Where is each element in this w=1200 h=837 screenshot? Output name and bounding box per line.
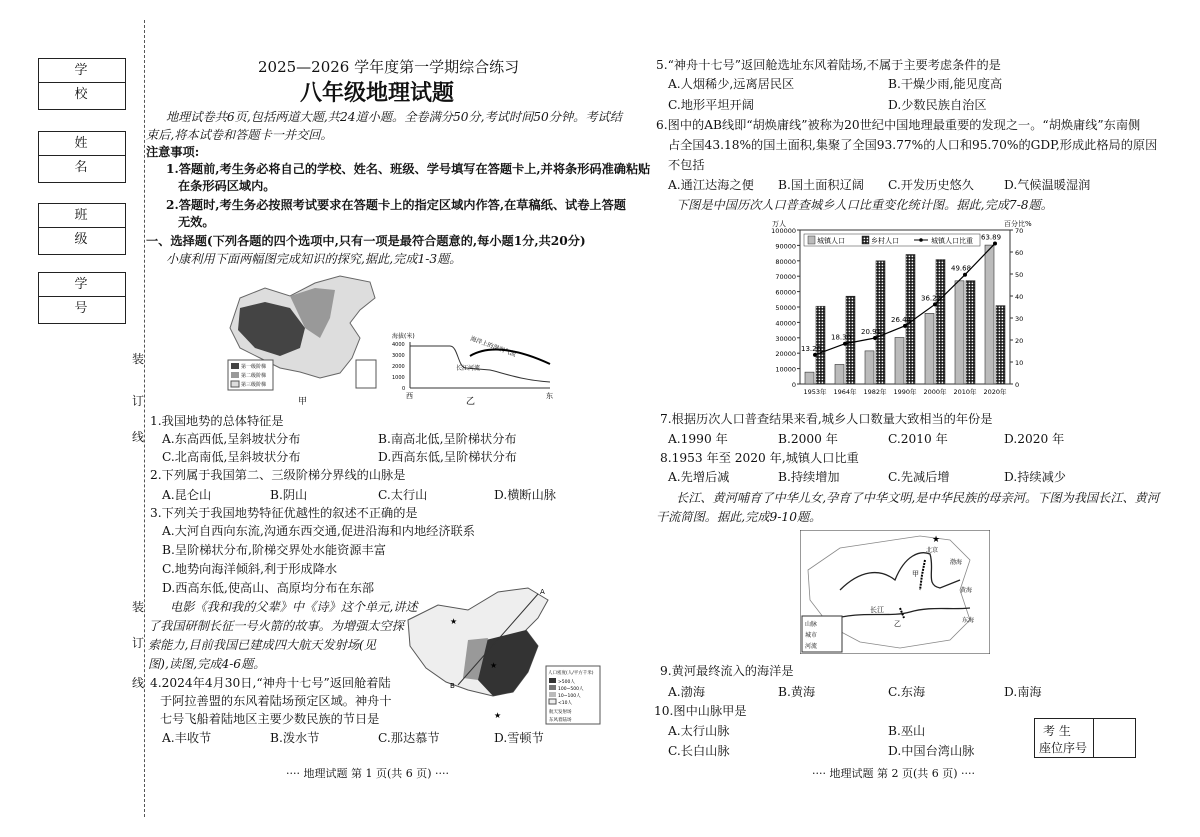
q4-stem: 七号飞船着陆地区主要少数民族的节日是 (160, 712, 380, 726)
q4-option-c[interactable]: C.那达慕节 (378, 731, 440, 745)
rural-bar (966, 281, 975, 384)
rural-bar (936, 260, 945, 384)
y2-tick-label: 50 (1015, 271, 1024, 279)
q10-option-a[interactable]: A.太行山脉 (668, 724, 730, 738)
page-title: 八年级地理试题 (300, 81, 455, 106)
svg-text:甲: 甲 (912, 570, 919, 578)
q6-option-d[interactable]: D.气候温暖湿润 (1004, 178, 1091, 192)
svg-text:0: 0 (402, 386, 406, 392)
q9-option-d[interactable]: D.南海 (1004, 685, 1042, 699)
svg-text:人口密度(人/平方千米): 人口密度(人/平方千米) (548, 671, 594, 676)
number-label: 学 号 (39, 273, 125, 297)
y2-tick-label: 70 (1015, 227, 1024, 235)
category-label: 2010年 (953, 388, 977, 396)
svg-text:山脉: 山脉 (805, 621, 818, 628)
rural-bar (876, 261, 885, 384)
q2-option-a[interactable]: A.昆仑山 (162, 488, 212, 502)
legend-step2: 第二级阶梯 (241, 373, 267, 379)
q4-option-b[interactable]: B.泼水节 (270, 731, 320, 745)
q8-option-c[interactable]: C.先减后增 (888, 470, 950, 484)
q4-stem: 于阿拉善盟的东风着陆场预定区域。神舟十 (160, 694, 392, 708)
binding-char: 装 (131, 600, 144, 614)
y2-tick-label: 20 (1015, 337, 1024, 345)
svg-text:10~100人: 10~100人 (558, 694, 581, 699)
svg-text:4000: 4000 (392, 342, 405, 348)
q2-stem: 2.下列属于我国第二、三级阶梯分界线的山脉是 (150, 468, 406, 482)
intro-q7-8: 下图是中国历次人口普查城乡人口比重变化统计图。据此,完成7-8题。 (676, 198, 1053, 212)
class-field[interactable] (38, 203, 126, 255)
ratio-point (813, 353, 817, 357)
binding-char: 线 (131, 676, 144, 690)
y-tick-label: 70000 (775, 273, 796, 282)
q6-stem: 不包括 (668, 158, 705, 172)
category-label: 2000年 (923, 388, 947, 396)
ratio-point (843, 342, 847, 346)
notice-item: 1.答题前,考生务必将自己的学校、姓名、班级、学号填写在答题卡上,并将条形码准确粘贴 (166, 162, 651, 176)
ratio-point (993, 241, 997, 245)
svg-text:渤海: 渤海 (950, 559, 963, 566)
urban-bar (925, 313, 934, 384)
legend-rural-swatch (862, 236, 869, 244)
binding-char: 线 (131, 430, 144, 444)
q8-stem: 8.1953 年至 2020 年,城镇人口比重 (660, 451, 859, 465)
q3-option-a[interactable]: A.大河自西向东流,沟通东西交通,促进沿海和内地经济联系 (162, 524, 475, 538)
intro-q9-10: 干流简图。据此,完成9-10题。 (656, 510, 822, 524)
q6-stem: 6.图中的AB线即“胡焕庸线”被称为20世纪中国地理最重要的发现之一。“胡焕庸线”东南侧 (656, 118, 1141, 132)
section-title: 一、选择题(下列各题的四个选项中,只有一项是最符合题意的,每小题1分,共20分) (146, 234, 586, 248)
urban-bar (985, 245, 994, 384)
q7-option-b[interactable]: B.2000 年 (778, 432, 838, 446)
svg-text:<10人: <10人 (558, 701, 572, 706)
line-label-a: A (540, 588, 545, 596)
ratio-label: 18.30 (831, 333, 852, 342)
line-label-b: B (450, 682, 455, 690)
category-label: 1982年 (863, 388, 887, 396)
svg-text:东: 东 (546, 392, 553, 400)
label-yi: 乙 (466, 397, 476, 407)
profile-ylabel: 海拔(米) (392, 333, 415, 340)
intro-q4-6: 电影《我和我的父辈》中《诗》这个单元,讲述 (170, 600, 418, 614)
seat-number-box[interactable] (1034, 718, 1136, 758)
q4-option-a[interactable]: A.丰收节 (162, 731, 212, 745)
rocket-site-icon: ★ (450, 617, 458, 626)
intro-q4-6: 了我国研制长征一号火箭的故事。为增强太空探 (148, 619, 404, 633)
svg-text:北京: 北京 (926, 547, 939, 554)
category-label: 1990年 (893, 388, 917, 396)
svg-text:100~500人: 100~500人 (558, 687, 584, 692)
population-chart (752, 216, 1042, 406)
number-field[interactable] (38, 272, 126, 324)
q9-option-a[interactable]: A.渤海 (668, 685, 706, 699)
q10-option-b[interactable]: B.巫山 (888, 724, 926, 738)
name-field[interactable] (38, 131, 126, 183)
y2-tick-label: 10 (1015, 359, 1024, 367)
q1-option-c[interactable]: C.北高南低,呈斜坡状分布 (162, 450, 301, 464)
ratio-label: 49.68 (951, 264, 972, 273)
urban-bar (955, 281, 964, 384)
legend-step1: 第一级阶梯 (241, 364, 267, 370)
y2-tick-label: 30 (1015, 315, 1024, 323)
svg-text:长江: 长江 (870, 606, 884, 614)
intro-q4-6: 图),读图,完成4-6题。 (148, 657, 266, 671)
seat-label: 考 生 (1043, 724, 1071, 738)
y-tick-label: 50000 (775, 304, 796, 312)
intro-q4-6: 索能力,目前我国已建成四大航天发射场(见 (148, 638, 377, 652)
y2-tick-label: 60 (1015, 249, 1024, 257)
svg-text:1000: 1000 (392, 375, 405, 381)
q2-option-d[interactable]: D.横断山脉 (494, 488, 556, 502)
ratio-label: 36.22 (921, 294, 942, 303)
arrow-label-2: 长江河流 (456, 365, 481, 372)
seat-label: 座位序号 (1039, 741, 1088, 755)
rivers-map (800, 530, 990, 654)
legend-site: 航天发射场 (549, 710, 572, 715)
arrow-label-1: 海洋上的湿润气流 (469, 335, 517, 359)
population-density-map (398, 580, 603, 728)
q1-option-b[interactable]: B.南高北低,呈阶梯状分布 (378, 432, 517, 446)
ratio-point (903, 324, 907, 328)
q3-stem: 3.下列关于我国地势特征优越性的叙述不正确的是 (150, 506, 418, 520)
legend-step3: 第三级阶梯 (241, 382, 267, 388)
svg-text:黄海: 黄海 (960, 587, 973, 594)
urban-bar (865, 351, 874, 384)
footer-right: ···· 地理试题 第 2 页(共 6 页) ···· (812, 767, 976, 780)
category-label: 2020年 (983, 388, 1007, 396)
y-tick-label: 60000 (775, 288, 796, 297)
binding-line (144, 20, 145, 817)
name-label: 姓 名 (39, 132, 125, 156)
y-axis-label: 万人 (772, 220, 786, 228)
school-label: 学 校 (39, 59, 125, 83)
svg-text:★: ★ (490, 661, 498, 670)
q7-option-c[interactable]: C.2010 年 (888, 432, 948, 446)
q4-option-d[interactable]: D.雪顿节 (494, 731, 544, 745)
urban-bar (835, 364, 844, 384)
legend-landing: 东风着陆场 (549, 718, 572, 723)
intro-q1-3: 小康利用下面两幅图完成知识的探究,据此,完成1-3题。 (166, 252, 462, 266)
category-label: 1953年 (803, 388, 827, 396)
q6-stem: 占全国43.18%的国土面积,集聚了全国93.77%的人口和95.70%的GDP,形成此格局的原因 (668, 138, 1158, 152)
q7-option-d[interactable]: D.2020 年 (1004, 432, 1065, 446)
svg-text:>500人: >500人 (558, 680, 575, 685)
label-jia: 甲 (298, 397, 308, 407)
y-tick-label: 30000 (775, 334, 796, 343)
ratio-point (963, 273, 967, 277)
y2-tick-label: 40 (1015, 293, 1024, 301)
legend-ratio-dot (919, 238, 923, 242)
q10-option-d[interactable]: D.中国台湾山脉 (888, 744, 975, 758)
y-tick-label: 10000 (775, 365, 796, 374)
year-title: 2025—2026 学年度第一学期综合练习 (258, 58, 520, 76)
terrain-figure (220, 268, 600, 408)
q5-option-d[interactable]: D.少数民族自治区 (888, 98, 987, 112)
q4-stem: 4.2024年4月30日,“神舟十七号”返回舱着陆 (150, 676, 391, 690)
q3-option-d[interactable]: D.西高东低,使高山、高原均分布在东部 (162, 581, 375, 595)
ratio-label: 20.91 (861, 327, 882, 336)
q8-option-a[interactable]: A.先增后减 (668, 470, 730, 484)
svg-text:东海: 东海 (962, 617, 975, 624)
q6-option-b[interactable]: B.国土面积辽阔 (778, 178, 864, 192)
q2-option-c[interactable]: C.太行山 (378, 488, 428, 502)
y-tick-label: 0 (791, 381, 796, 389)
binding-char: 订 (131, 394, 144, 408)
q3-option-c[interactable]: C.地势向海洋倾斜,利于形成降水 (162, 562, 338, 576)
q6-option-a[interactable]: A.通江达海之便 (668, 178, 754, 192)
svg-text:乙: 乙 (894, 620, 901, 628)
legend-urban-swatch (808, 236, 815, 244)
q1-stem: 1.我国地势的总体特征是 (150, 414, 284, 428)
q10-stem: 10.图中山脉甲是 (654, 704, 747, 718)
notice-item: 无效。 (178, 215, 215, 229)
y-tick-label: 80000 (775, 257, 796, 266)
category-label: 1964年 (833, 388, 857, 396)
urban-bar (895, 337, 904, 384)
y-tick-label: 90000 (775, 242, 796, 251)
q5-option-a[interactable]: A.人烟稀少,远离居民区 (668, 77, 795, 91)
q3-option-b[interactable]: B.呈阶梯状分布,阶梯交界处水能资源丰富 (162, 543, 386, 557)
ratio-label: 26.44 (891, 315, 912, 324)
q2-option-b[interactable]: B.阴山 (270, 488, 308, 502)
class-label: 班 级 (39, 204, 125, 228)
footer-left: ···· 地理试题 第 1 页(共 6 页) ···· (286, 767, 450, 780)
q9-option-b[interactable]: B.黄海 (778, 685, 816, 699)
ratio-label: 63.89 (981, 233, 1002, 242)
y2-tick-label: 0 (1015, 381, 1020, 389)
q1-option-d[interactable]: D.西高东低,呈阶梯状分布 (378, 450, 517, 464)
svg-text:★: ★ (494, 711, 502, 720)
plot-frame (800, 230, 1010, 384)
q8-option-b[interactable]: B.持续增加 (778, 470, 840, 484)
rural-bar (996, 306, 1005, 384)
q9-stem: 9.黄河最终流入的海洋是 (660, 664, 794, 678)
q7-option-a[interactable]: A.1990 年 (668, 432, 728, 446)
q1-option-a[interactable]: A.东高西低,呈斜坡状分布 (162, 432, 301, 446)
svg-text:2000: 2000 (392, 364, 405, 370)
y-tick-label: 20000 (775, 350, 796, 359)
intro-line: 束后,将本试卷和答题卡一并交回。 (146, 128, 333, 142)
y2-axis-label: 百分比% (1004, 220, 1032, 228)
q9-option-c[interactable]: C.东海 (888, 685, 926, 699)
y-tick-label: 100000 (771, 227, 796, 235)
notice-item: 在条形码区域内。 (178, 179, 276, 193)
y-tick-label: 40000 (775, 319, 796, 328)
legend-urban: 城镇人口 (817, 237, 845, 245)
svg-text:城市: 城市 (805, 632, 818, 639)
q5-stem: 5.“神舟十七号”返回舱选址东风着陆场,不属于主要考虑条件的是 (656, 58, 1001, 72)
svg-text:西: 西 (406, 392, 413, 400)
urban-bar (805, 372, 814, 384)
legend-ratio: 城镇人口比重 (931, 237, 973, 245)
q8-option-d[interactable]: D.持续减少 (1004, 470, 1066, 484)
q10-option-c[interactable]: C.长白山脉 (668, 744, 730, 758)
q6-option-c[interactable]: C.开发历史悠久 (888, 178, 974, 192)
beijing-star-icon: ★ (932, 535, 941, 545)
notice-head: 注意事项: (146, 145, 200, 159)
q5-option-c[interactable]: C.地形平坦开阔 (668, 98, 754, 112)
intro-line: 地理试卷共6页,包括两道大题,共24道小题。全卷满分50分,考试时间50分钟。考试结 (166, 110, 622, 124)
q5-option-b[interactable]: B.干燥少雨,能见度高 (888, 77, 1003, 91)
svg-text:河流: 河流 (805, 643, 818, 650)
ratio-label: 13.26 (801, 344, 822, 353)
binding-char: 装 (131, 352, 144, 366)
svg-text:3000: 3000 (392, 353, 405, 359)
ratio-point (933, 302, 937, 306)
notice-item: 2.答题时,考生务必按照考试要求在答题卡上的指定区域内作答,在草稿纸、试卷上答题 (166, 198, 626, 212)
binding-char: 订 (131, 636, 144, 650)
intro-q9-10: 长江、黄河哺育了中华儿女,孕育了中华文明,是中华民族的母亲河。下图为我国长江、黄河 (676, 491, 1160, 505)
school-field[interactable] (38, 58, 126, 110)
ratio-point (873, 336, 877, 340)
q7-stem: 7.根据历次人口普查结果来看,城乡人口数量大致相当的年份是 (660, 412, 993, 426)
legend-rural: 乡村人口 (871, 237, 899, 245)
